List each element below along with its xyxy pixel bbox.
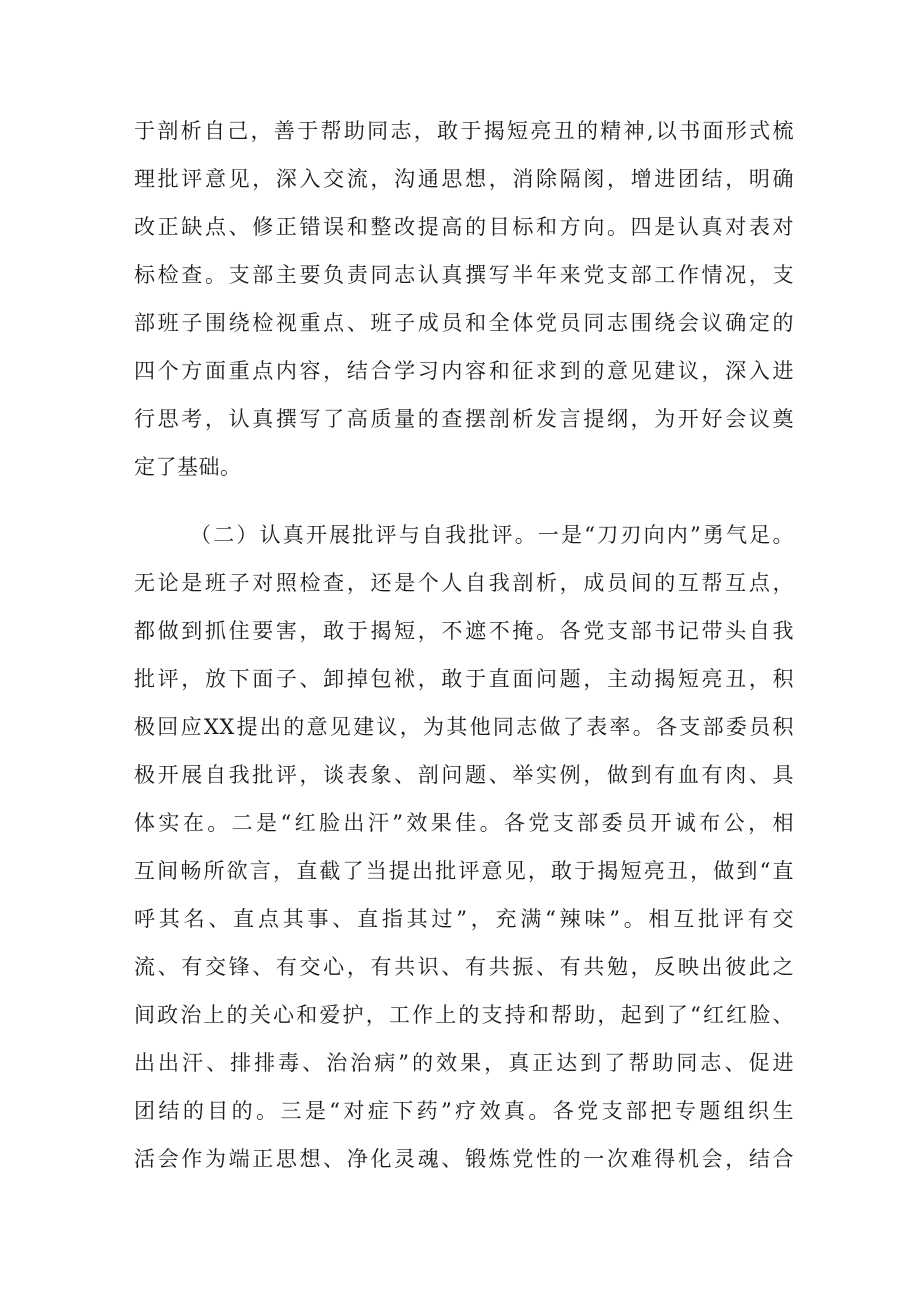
paragraph-line: 批评，放下面子、卸掉包袱，敢于直面问题，主动揭短亮丑，积 xyxy=(134,667,794,691)
paragraph-line: 标检查。支部主要负责同志认真撰写半年来党支部工作情况，支 xyxy=(134,263,794,287)
paragraph-line: 无论是班子对照检查，还是个人自我剖析，成员间的互帮互点， xyxy=(134,571,794,595)
paragraph-line: 团结的目的。三是“对症下药”疗效真。各党支部把专题组织生 xyxy=(134,1099,794,1123)
paragraph-line: 四个方面重点内容，结合学习内容和征求到的意见建议，深入进 xyxy=(134,359,794,383)
paragraph-line: （二）认真开展批评与自我批评。一是“刀刃向内”勇气足。 xyxy=(190,523,794,547)
paragraph-line: 间政治上的关心和爱护，工作上的支持和帮助，起到了“红红脸、 xyxy=(134,1003,794,1027)
paragraph-line: 呼其名、直点其事、直指其过”，充满“辣味”。相互批评有交 xyxy=(134,907,794,931)
paragraph-line: 理批评意见，深入交流，沟通思想，消除隔阂，增进团结，明确 xyxy=(134,167,794,191)
paragraph-line: 互间畅所欲言，直截了当提出批评意见，敢于揭短亮丑，做到“直 xyxy=(134,859,794,883)
paragraph-line: 流、有交锋、有交心，有共识、有共振、有共勉，反映出彼此之 xyxy=(134,955,794,979)
paragraph-line: 活会作为端正思想、净化灵魂、锻炼党性的一次难得机会，结合 xyxy=(134,1147,794,1171)
paragraph-line: 都做到抓住要害，敢于揭短，不遮不掩。各党支部书记带头自我 xyxy=(134,619,794,643)
paragraph-line: 部班子围绕检视重点、班子成员和全体党员同志围绕会议确定的 xyxy=(134,311,794,335)
paragraph-line: 行思考，认真撰写了高质量的查摆剖析发言提纲，为开好会议奠 xyxy=(134,407,794,431)
paragraph-line: 定了基础。 xyxy=(134,455,242,479)
paragraph-line: 改正缺点、修正错误和整改提高的目标和方向。四是认真对表对 xyxy=(134,215,794,239)
paragraph-line: 出出汗、排排毒、治治病”的效果，真正达到了帮助同志、促进 xyxy=(134,1051,794,1075)
paragraph-line: 体实在。二是“红脸出汗”效果佳。各党支部委员开诚布公，相 xyxy=(134,811,794,835)
paragraph-line: 极回应XX提出的意见建议，为其他同志做了表率。各支部委员积 xyxy=(134,715,794,739)
paragraph-line: 极开展自我批评，谈表象、剖问题、举实例，做到有血有肉、具 xyxy=(134,763,794,787)
paragraph-line: 于剖析自己，善于帮助同志，敢于揭短亮丑的精神,以书面形式梳 xyxy=(134,119,794,143)
